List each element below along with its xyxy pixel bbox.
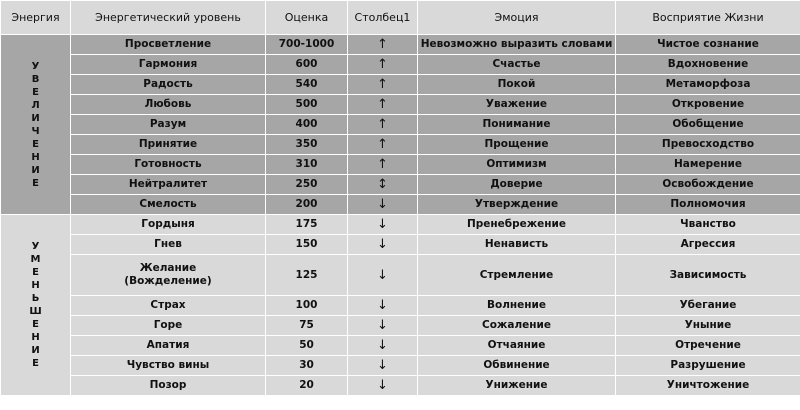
cell-level: Апатия [71, 336, 266, 356]
table-row [1, 235, 800, 255]
cell-perception: Разрушение [616, 356, 800, 376]
arrow-up-icon: ↑ [348, 55, 418, 75]
cell-level: Позор [71, 376, 266, 396]
cell-score: 500 [266, 95, 348, 115]
cell-perception: Метаморфоза [616, 75, 800, 95]
group-letter: Ч [31, 125, 40, 137]
table-row [1, 155, 800, 175]
cell-perception: Полномочия [616, 195, 800, 215]
arrow-up-icon: ↑ [348, 115, 418, 135]
cell-perception: Уничтожение [616, 376, 800, 396]
arrow-up-down-icon: ↕ [348, 175, 418, 195]
cell-perception: Обобщение [616, 115, 800, 135]
arrow-down-icon: ↓ [348, 296, 418, 316]
cell-level: Разум [71, 115, 266, 135]
group-letter: И [31, 112, 40, 124]
cell-perception: Освобождение [616, 175, 800, 195]
table-row [1, 316, 800, 336]
group-increase-label [3, 60, 68, 190]
group-letter: У [31, 241, 40, 252]
table-body [1, 35, 800, 396]
group-letter: И [31, 345, 40, 356]
group-letter: Е [32, 138, 39, 150]
cell-perception: Превосходство [616, 135, 800, 155]
table-row [1, 376, 800, 396]
cell-perception: Убегание [616, 296, 800, 316]
table-row [1, 35, 800, 55]
cell-perception: Зависимость [616, 255, 800, 296]
cell-perception: Агрессия [616, 235, 800, 255]
cell-score: 400 [266, 115, 348, 135]
cell-emotion: Утверждение [418, 195, 616, 215]
arrow-up-icon: ↑ [348, 135, 418, 155]
arrow-up-icon: ↑ [348, 75, 418, 95]
cell-emotion: Сожаление [418, 316, 616, 336]
cell-level: Нейтралитет [71, 175, 266, 195]
cell-perception: Намерение [616, 155, 800, 175]
group-letter: Е [32, 267, 39, 278]
group-letter: Н [31, 332, 40, 343]
table-row [1, 296, 800, 316]
cell-score: 20 [266, 376, 348, 396]
cell-level: Радость [71, 75, 266, 95]
cell-perception: Чванство [616, 215, 800, 235]
cell-score: 350 [266, 135, 348, 155]
cell-score: 540 [266, 75, 348, 95]
table-row [1, 336, 800, 356]
cell-emotion: Понимание [418, 115, 616, 135]
cell-emotion: Унижение [418, 376, 616, 396]
cell-score: 700-1000 [266, 35, 348, 55]
arrow-down-icon: ↓ [348, 356, 418, 376]
header-level: Энергетический уровень [71, 1, 266, 35]
cell-score: 200 [266, 195, 348, 215]
header-perception: Восприятие Жизни [616, 1, 800, 35]
cell-level: Просветление [71, 35, 266, 55]
arrow-down-icon: ↓ [348, 195, 418, 215]
arrow-down-icon: ↓ [348, 316, 418, 336]
header-score: Оценка [266, 1, 348, 35]
table-row [1, 255, 800, 296]
group-letter: Е [32, 177, 39, 189]
cell-level: Горе [71, 316, 266, 336]
cell-score: 75 [266, 316, 348, 336]
cell-perception: Откровение [616, 95, 800, 115]
cell-score: 100 [266, 296, 348, 316]
group-letter: Н [31, 280, 40, 291]
group-letter: М [30, 254, 41, 265]
cell-emotion: Отчаяние [418, 336, 616, 356]
cell-emotion: Покой [418, 75, 616, 95]
cell-score: 50 [266, 336, 348, 356]
cell-perception: Отречение [616, 336, 800, 356]
cell-perception: Уныние [616, 316, 800, 336]
table-row [1, 356, 800, 376]
table-row [1, 195, 800, 215]
cell-emotion: Доверие [418, 175, 616, 195]
cell-emotion: Невозможно выразить словами [418, 35, 616, 55]
group-letter: Ш [29, 306, 42, 317]
header-emotion: Эмоция [418, 1, 616, 35]
table-row [1, 75, 800, 95]
cell-perception: Вдохновение [616, 55, 800, 75]
arrow-down-icon: ↓ [348, 235, 418, 255]
cell-score: 310 [266, 155, 348, 175]
arrow-down-icon: ↓ [348, 215, 418, 235]
cell-score: 250 [266, 175, 348, 195]
group-letter: В [31, 73, 40, 85]
table-row [1, 115, 800, 135]
cell-emotion: Счастье [418, 55, 616, 75]
group-letter: Ь [31, 293, 40, 304]
cell-level: Желание (Вожделение) [71, 255, 266, 296]
cell-emotion: Пренебрежение [418, 215, 616, 235]
cell-level: Страх [71, 296, 266, 316]
group-letter: И [31, 164, 40, 176]
group-letter: Л [31, 99, 40, 111]
arrow-down-icon: ↓ [348, 336, 418, 356]
cell-emotion: Волнение [418, 296, 616, 316]
header-energy: Энергия [1, 1, 71, 35]
cell-emotion: Прощение [418, 135, 616, 155]
group-letter: У [31, 60, 40, 72]
cell-level: Смелость [71, 195, 266, 215]
group-letter: Е [32, 319, 39, 330]
cell-score: 125 [266, 255, 348, 296]
cell-emotion: Оптимизм [418, 155, 616, 175]
arrow-down-icon: ↓ [348, 255, 418, 296]
cell-emotion: Уважение [418, 95, 616, 115]
cell-level: Гордыня [71, 215, 266, 235]
cell-level: Гармония [71, 55, 266, 75]
cell-level: Принятие [71, 135, 266, 155]
group-letter: Е [32, 358, 39, 369]
header-row [1, 1, 800, 35]
cell-emotion: Стремление [418, 255, 616, 296]
arrow-down-icon: ↓ [348, 376, 418, 396]
cell-score: 175 [266, 215, 348, 235]
cell-emotion: Ненависть [418, 235, 616, 255]
cell-level: Гнев [71, 235, 266, 255]
table-row [1, 55, 800, 75]
group-decrease-label [3, 240, 68, 370]
table-row [1, 175, 800, 195]
cell-emotion: Обвинение [418, 356, 616, 376]
group-letter: Н [31, 151, 40, 163]
table-row [1, 215, 800, 235]
cell-score: 600 [266, 55, 348, 75]
cell-score: 30 [266, 356, 348, 376]
header-column1: Столбец1 [348, 1, 418, 35]
table-row [1, 135, 800, 155]
arrow-up-icon: ↑ [348, 155, 418, 175]
cell-level: Чувство вины [71, 356, 266, 376]
group-letter: Е [32, 86, 39, 98]
table-row [1, 95, 800, 115]
arrow-up-icon: ↑ [348, 35, 418, 55]
cell-level: Готовность [71, 155, 266, 175]
cell-level: Любовь [71, 95, 266, 115]
group-increase [1, 35, 71, 215]
cell-perception: Чистое сознание [616, 35, 800, 55]
group-decrease [1, 215, 71, 396]
arrow-up-icon: ↑ [348, 95, 418, 115]
cell-score: 150 [266, 235, 348, 255]
